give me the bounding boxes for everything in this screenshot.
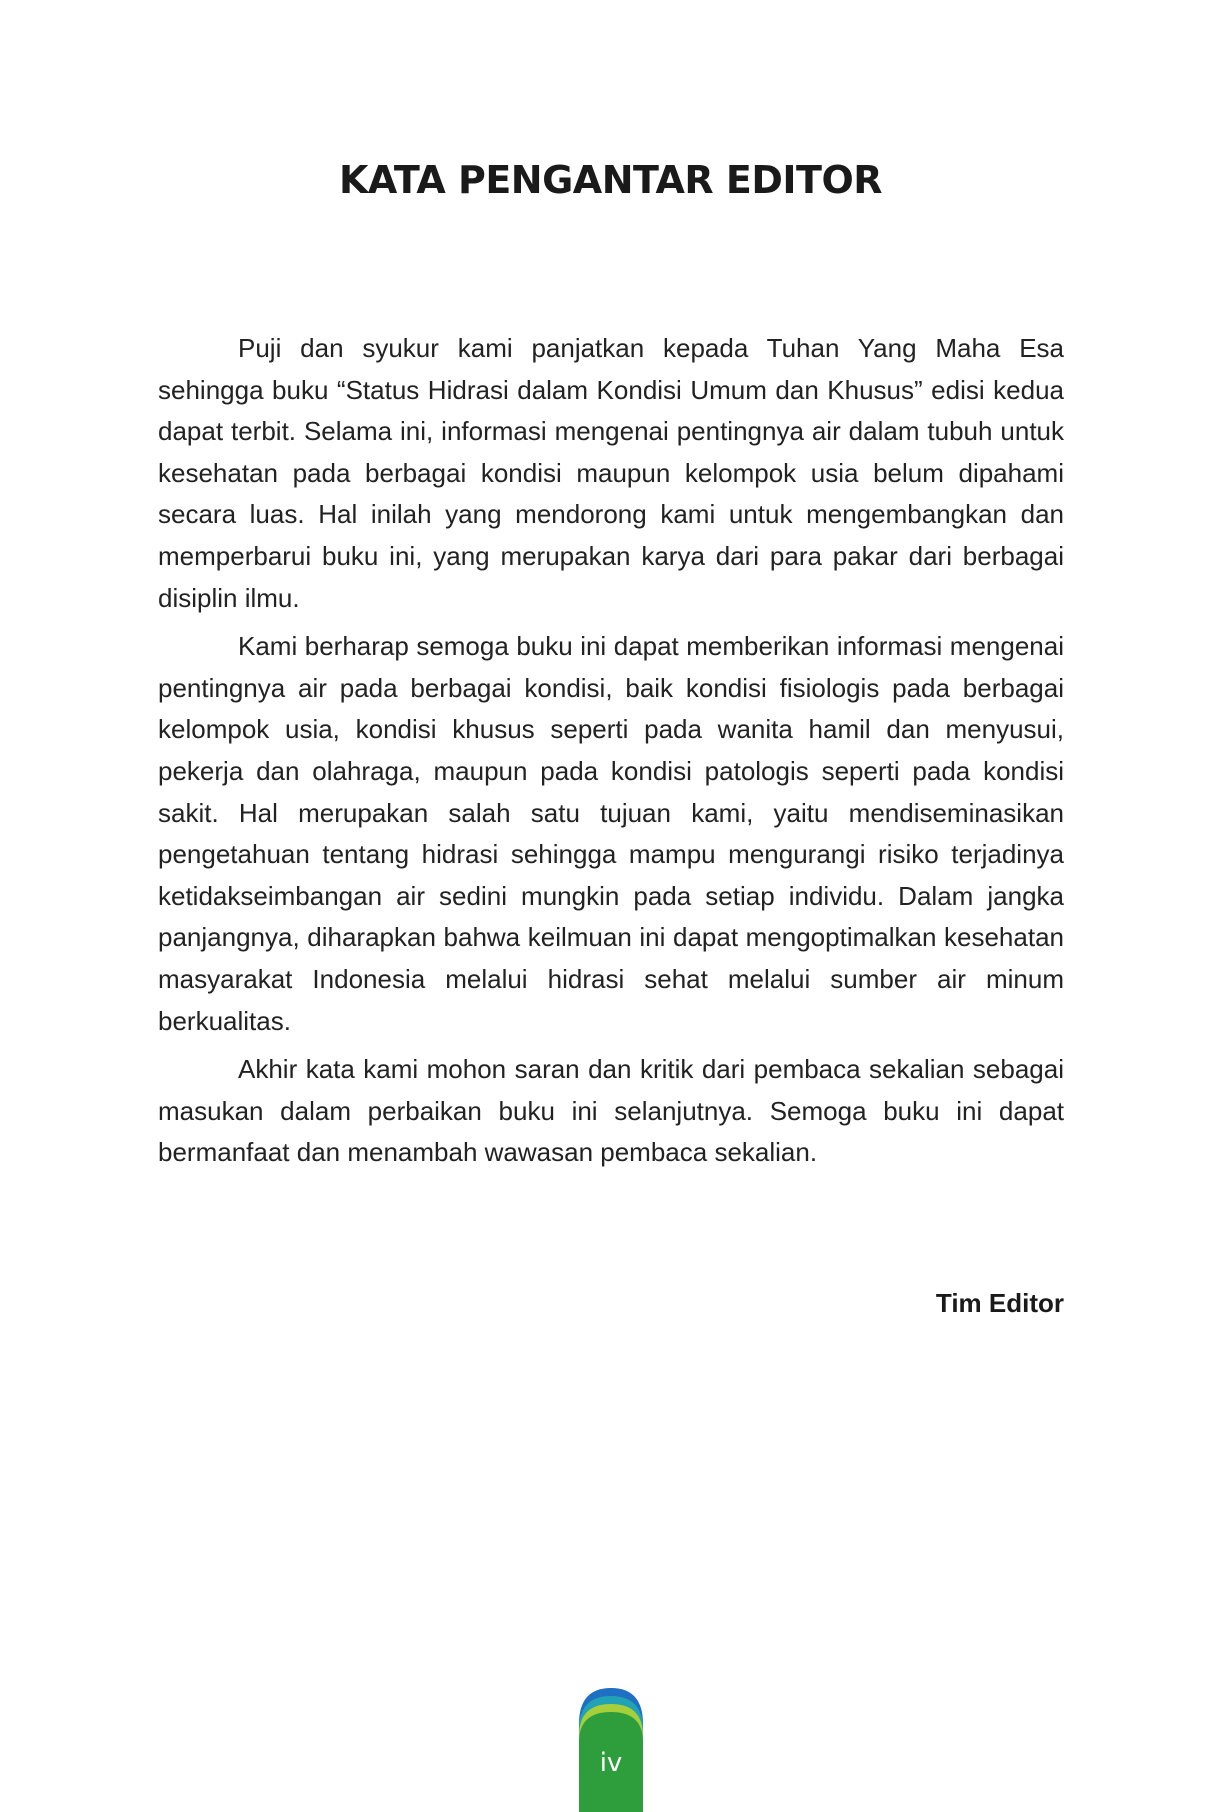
signature: Tim Editor <box>935 1288 1064 1318</box>
paragraph-2: Kami berharap semoga buku ini dapat memberikan informasi mengenai pentingnya air pada berbagai kondisi, baik kondisi fisiologis pada berbagai kelompok usia, kondisi khusus seperti pada wanita hamil dan menyusui, pekerja dan olahraga, maupun pada kondisi patologis seperti pada kondisi sakit. Hal merupakan salah satu tujuan kami, yaitu mendiseminasikan pengetahuan tentang hidrasi sehingga mampu mengurangi risiko terjadinya ketidakseimbangan air sedini mungkin pada setiap individu. Dalam jangka panjangnya, diharapkan bahwa keilmuan ini dapat mengoptimalkan kesehatan masyarakat Indonesia melalui hidrasi sehat melalui sumber air minum berkualitas. <box>158 631 1064 1036</box>
paragraph-3: Akhir kata kami mohon saran dan kritik dari pembaca sekalian sebagai masukan dalam perbaikan buku ini selanjutnya. Semoga buku ini dapat bermanfaat dan menambah wawasan pembaca sekalian. <box>158 1054 1064 1168</box>
paragraph-1: Puji dan syukur kami panjatkan kepada Tuhan Yang Maha Esa sehingga buku “Status Hidrasi dalam Kondisi Umum dan Khusus” edisi kedua dapat terbit. Selama ini, informasi mengenai pentingnya air dalam tubuh untuk kesehatan pada berbagai kondisi maupun kelompok usia belum dipahami secara luas. Hal inilah yang mendorong kami untuk mengembangkan dan memperbarui buku ini, yang merupakan karya dari para pakar dari berbagai disiplin ilmu. <box>158 333 1064 613</box>
body-text <box>158 328 1064 1181</box>
page-badge <box>579 1688 643 1812</box>
page-title: KATA PENGANTAR EDITOR <box>338 158 883 202</box>
page-number: iv <box>599 1748 623 1778</box>
